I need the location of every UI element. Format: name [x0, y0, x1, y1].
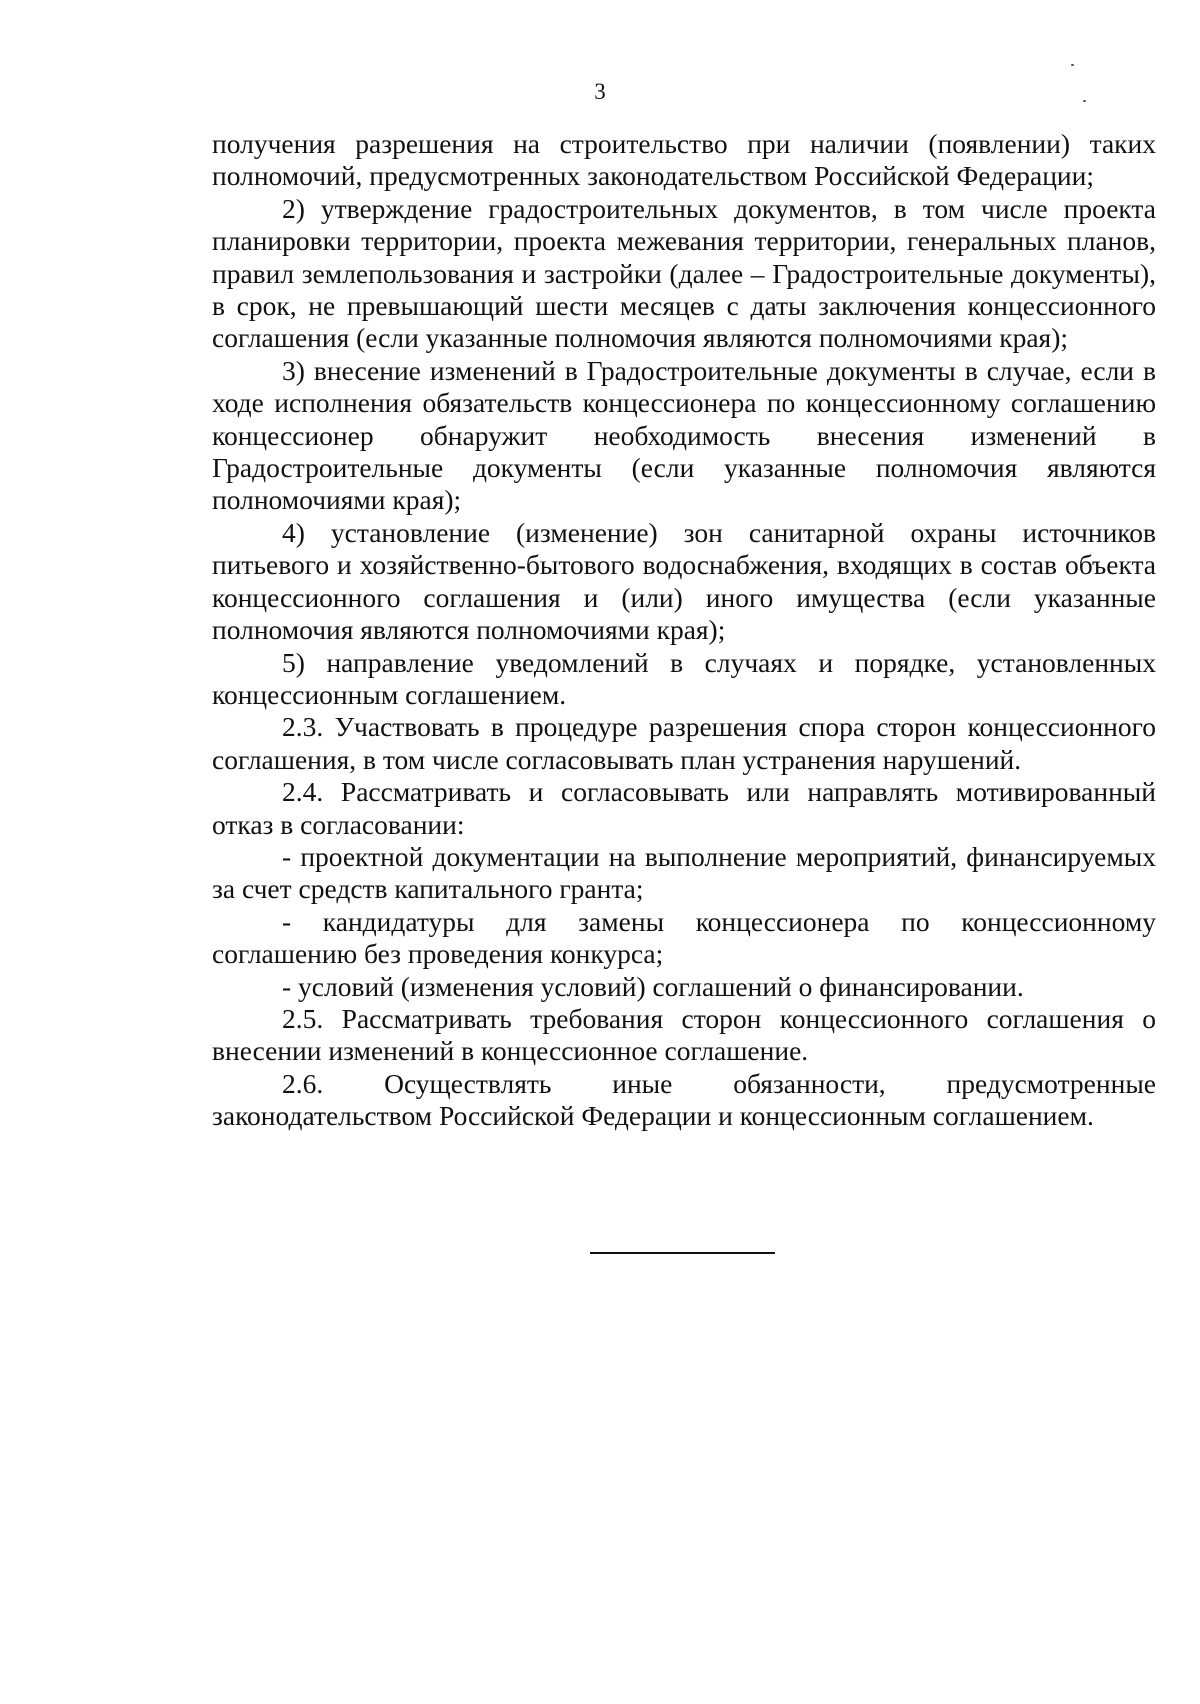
paragraph-bullet-candidate: - кандидатуры для замены концессионера по концессионному соглашению без проведения конкурса;	[212, 905, 1156, 970]
paragraph-clause-2-4: 2.4. Рассматривать и согласовывать или направлять мотивированный отказ в согласовании:	[212, 776, 1156, 840]
paragraph-bullet-conditions: - условий (изменения условий) соглашений о финансировании.	[282, 970, 1024, 1002]
paragraph-item-2: 2) утверждение градостроительных документов, в том числе проекта планировки территории, проекта межевания территории, генеральных планов, правил землепользования и застройки (далее – Градостроительные документы), в срок, не превышающий шести месяцев с даты заключения концессионного соглашения (если указанные полномочия являются полномочиями края);	[212, 192, 1156, 354]
scan-speck	[1071, 64, 1074, 66]
paragraph-clause-2-6: 2.6. Осуществлять иные обязанности, предусмотренные законодательством Российской Федерации и концессионным соглашением.	[212, 1067, 1156, 1132]
paragraph-bullet-project-docs: - проектной документации на выполнение мероприятий, финансируемых за счет средств капитального гранта;	[212, 840, 1156, 905]
paragraph-item-5: 5) направление уведомлений в случаях и порядке, установленных концессионным соглашением.	[212, 646, 1156, 710]
end-of-document-rule	[590, 1252, 775, 1254]
paragraph-clause-2-3: 2.3. Участвовать в процедуре разрешения спора сторон концессионного соглашения, в том числе согласовывать план устранения нарушений.	[212, 711, 1156, 775]
paragraph-continuation: получения разрешения на строительство при наличии (появлении) таких полномочий, предусмотренных законодательством Российской Федерации;	[212, 128, 1156, 192]
paragraph-clause-2-5: 2.5. Рассматривать требования сторон концессионного соглашения о внесении изменений в концессионное соглашение.	[212, 1002, 1156, 1067]
paragraph-item-3: 3) внесение изменений в Градостроительные документы в случае, если в ходе исполнения обязательств концессионера по концессионному соглашению концессионер обнаружит необходимость внесения изменений в Градостроительные документы (если указанные полномочия являются полномочиями края);	[212, 354, 1156, 516]
paragraph-item-4: 4) установление (изменение) зон санитарной охраны источников питьевого и хозяйственно-бытового водоснабжения, входящих в состав объекта концессионного соглашения и (или) иного имущества (если указанные полномочия являются полномочиями края);	[212, 516, 1156, 646]
document-body	[212, 128, 1156, 1133]
page-number: 3	[594, 79, 606, 104]
